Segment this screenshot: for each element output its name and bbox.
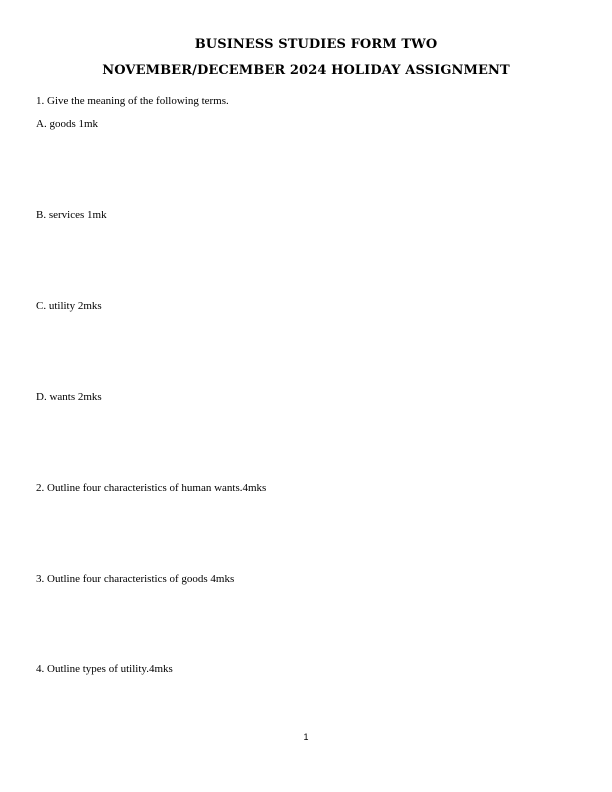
question-3: 3. Outline four characteristics of goods 4mks — [36, 573, 235, 585]
question-1c: C. utility 2mks — [36, 300, 102, 312]
question-1d: D. wants 2mks — [36, 391, 102, 403]
question-4: 4. Outline types of utility.4mks — [36, 663, 173, 675]
document-title: BUSINESS STUDIES FORM TWO — [194, 37, 438, 52]
question-1-instruction: 1. Give the meaning of the following terms. — [36, 95, 229, 107]
question-2: 2. Outline four characteristics of human wants.4mks — [36, 482, 267, 494]
question-1a: A. goods 1mk — [36, 118, 99, 130]
page-number: 1 — [303, 732, 309, 742]
question-1b: B. services 1mk — [36, 209, 107, 221]
document-subtitle: NOVEMBER/DECEMBER 2024 HOLIDAY ASSIGNMENT — [102, 63, 510, 78]
